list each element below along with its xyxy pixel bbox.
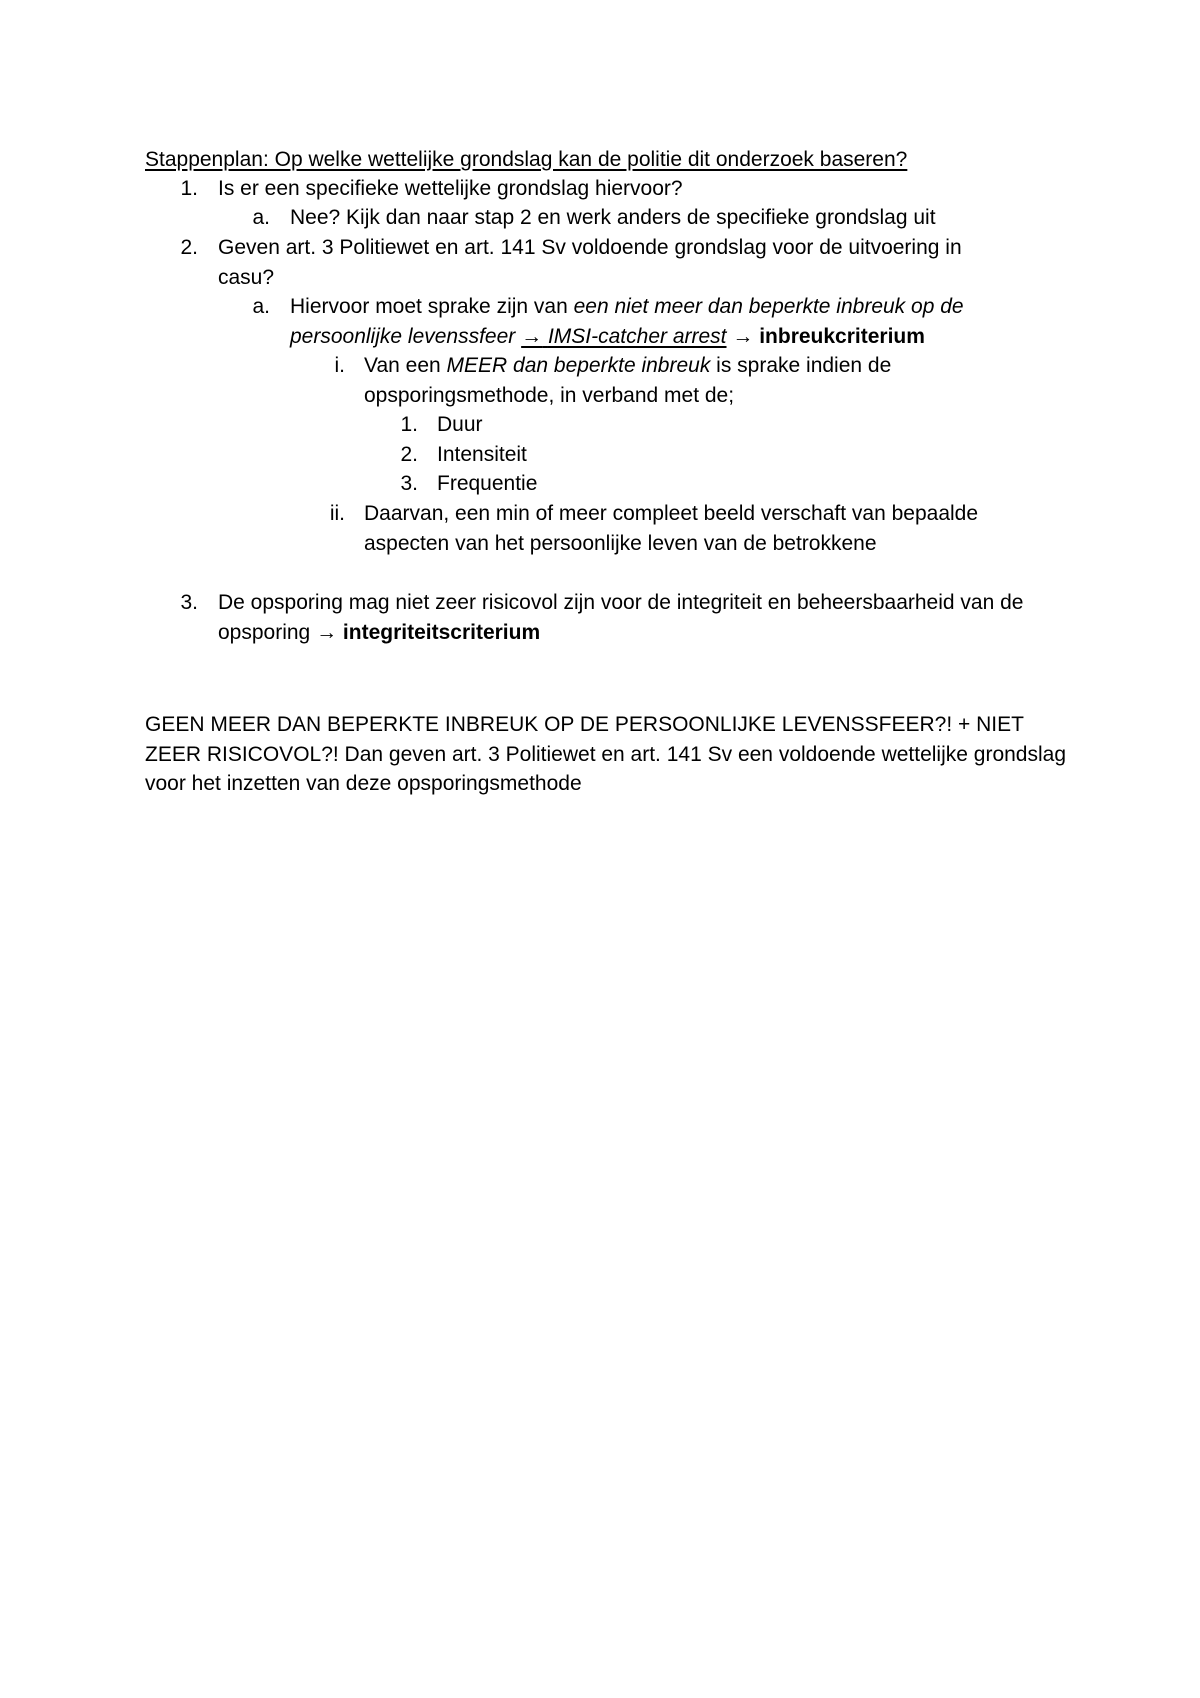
list-item-text: Is er een specifieke wettelijke grondslag hiervoor? <box>218 177 683 200</box>
list-marker: 3. <box>400 472 418 495</box>
case-reference-text: IMSI-catcher arrest <box>547 324 727 348</box>
list-item-text: Frequentie <box>437 472 538 495</box>
plain-text: is sprake indien de opsporingsmethode, in verband met de; <box>364 354 892 407</box>
criterion-label: integriteitscriterium <box>342 620 541 644</box>
list-marker: a. <box>252 295 270 318</box>
arrow-icon: → <box>521 324 543 348</box>
list-item-text <box>364 351 934 410</box>
closing-paragraph: GEEN MEER DAN BEPERKTE INBREUK OP DE PERSOONLIJKE LEVENSSFEER?! + NIET ZEER RISICOVOL?! Dan geven art. 3 Politiewet en art. 141 Sv een voldoende wettelijke grondslag voor het inzetten van deze opsporingsmethode <box>145 713 1067 796</box>
list-item-text: Daarvan, een min of meer compleet beeld verschaft van bepaalde aspecten van het persoonlijke leven van de betrokkene <box>364 502 979 555</box>
list-item-text: Duur <box>437 413 483 436</box>
list-item-text: Nee? Kijk dan naar stap 2 en werk anders de specifieke grondslag uit <box>290 206 936 229</box>
criterion-label: inbreukcriterium <box>759 324 925 348</box>
document-title: Stappenplan: Op welke wettelijke grondslag kan de politie dit onderzoek baseren? <box>145 148 908 171</box>
case-reference-link <box>521 325 726 348</box>
list-marker: 1. <box>180 177 198 200</box>
plain-text: De opsporing mag niet zeer risicovol zijn voor de integriteit en beheersbaarheid van de opsporing <box>218 591 1024 644</box>
italic-text: een niet meer dan beperkte inbreuk op de persoonlijke levenssfeer <box>290 295 964 348</box>
list-item-text <box>290 292 1030 351</box>
arrow-icon: → <box>732 324 754 348</box>
list-marker: 2. <box>180 236 198 259</box>
list-marker: ii. <box>329 502 345 525</box>
list-item-text: Intensiteit <box>437 443 527 466</box>
plain-text: Van een <box>364 354 447 377</box>
list-marker: a. <box>252 206 270 229</box>
plain-text: Hiervoor moet sprake zijn van <box>290 295 574 318</box>
list-item-text <box>218 588 1088 647</box>
list-item-text: Geven art. 3 Politiewet en art. 141 Sv voldoende grondslag voor de uitvoering in casu? <box>218 236 962 289</box>
italic-text: MEER dan beperkte inbreuk <box>446 354 711 377</box>
list-marker: 2. <box>400 443 418 466</box>
list-marker: 3. <box>180 591 198 614</box>
arrow-icon: → <box>316 620 338 644</box>
list-marker: 1. <box>400 413 418 436</box>
list-marker: i. <box>334 354 345 377</box>
